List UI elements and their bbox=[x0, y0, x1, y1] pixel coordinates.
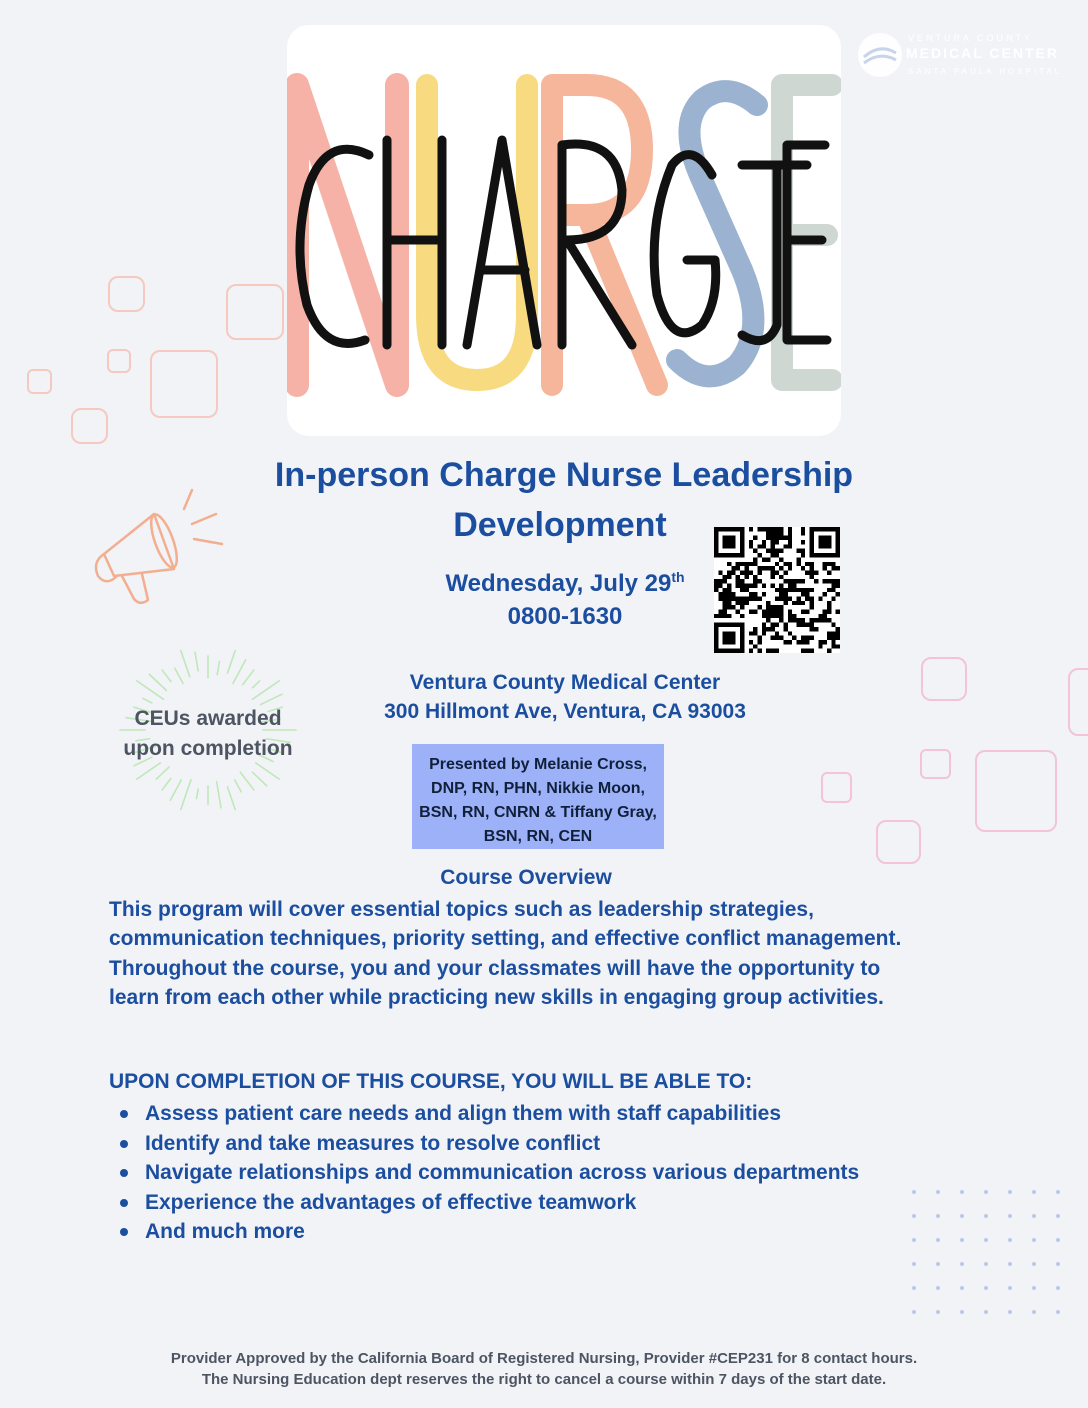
event-time: 0800-1630 bbox=[507, 603, 623, 630]
decor-square bbox=[821, 772, 852, 803]
page-title: In-person Charge Nurse Leadership bbox=[274, 456, 854, 494]
decor-dot bbox=[960, 1310, 964, 1314]
burst-ray bbox=[233, 660, 246, 684]
burst-ray bbox=[197, 789, 199, 798]
decor-dot bbox=[1032, 1190, 1036, 1194]
decor-square bbox=[226, 284, 284, 340]
decor-dot bbox=[912, 1310, 916, 1314]
burst-ray bbox=[137, 763, 160, 779]
burst-ray bbox=[217, 662, 219, 675]
footer-disclaimer: The Nursing Education dept reserves the right to cancel a course within 7 days of the start date. bbox=[201, 1371, 887, 1388]
list-item-text: Experience the advantages of effective teamwork bbox=[145, 1190, 637, 1214]
decor-dot bbox=[960, 1190, 964, 1194]
ceu-line1: CEUs awarded bbox=[134, 707, 282, 730]
bullet-icon bbox=[120, 1110, 128, 1118]
qr-code-icon[interactable] bbox=[714, 527, 840, 653]
burst-ray bbox=[149, 674, 166, 690]
presenters-box: Presented by Melanie Cross, DNP, RN, PHN, Nikkie Moon, BSN, RN, CNRN & Tiffany Gray, BSN, RN, CEN bbox=[412, 744, 664, 849]
burst-ray bbox=[261, 694, 282, 704]
decor-dot bbox=[1032, 1262, 1036, 1266]
decor-dot bbox=[1008, 1262, 1012, 1266]
footer-approval: Provider Approved by the California Board of Registered Nursing, Provider #CEP231 for 8 contact hours. bbox=[170, 1350, 918, 1367]
burst-ray bbox=[170, 780, 181, 800]
list-item bbox=[118, 1217, 938, 1247]
decor-dot bbox=[1008, 1214, 1012, 1218]
decor-dot bbox=[984, 1262, 988, 1266]
burst-ray bbox=[240, 772, 254, 790]
venue-name: Ventura County Medical Center bbox=[409, 671, 721, 694]
burst-ray bbox=[227, 787, 235, 810]
decor-dot bbox=[936, 1286, 940, 1290]
decor-dot bbox=[1008, 1238, 1012, 1242]
decor-dot bbox=[1032, 1286, 1036, 1290]
list-item-text: And much more bbox=[145, 1220, 305, 1243]
decor-dot bbox=[912, 1286, 916, 1290]
decor-dot bbox=[960, 1286, 964, 1290]
bullet-icon bbox=[120, 1140, 128, 1148]
overview-text: This program will cover essential topics such as leadership strategies, communication techniques, priority setting, and effective conflict management. Throughout the course, you and your classmates will have the opportunity to learn from each other while practicing new skills in engaging group activities. bbox=[109, 898, 902, 1010]
burst-ray bbox=[195, 652, 198, 671]
hospital-logo-line3: SANTA PAULA HOSPITAL bbox=[908, 67, 1063, 76]
decor-square bbox=[921, 657, 967, 701]
decor-square bbox=[876, 820, 921, 864]
burst-ray bbox=[175, 668, 183, 683]
venue bbox=[330, 668, 800, 726]
burst-ray bbox=[235, 780, 241, 792]
burst-ray bbox=[181, 780, 191, 810]
hospital-logo bbox=[858, 33, 1078, 83]
decor-dot bbox=[1032, 1310, 1036, 1314]
burst-ray bbox=[227, 650, 235, 673]
burst-ray bbox=[181, 650, 190, 676]
burst-ray bbox=[217, 782, 221, 808]
ceu-badge bbox=[108, 704, 308, 764]
list-item bbox=[118, 1099, 938, 1129]
charge-nurse-logo bbox=[287, 25, 841, 436]
decor-square bbox=[27, 369, 52, 394]
list-item bbox=[118, 1129, 938, 1159]
event-date bbox=[380, 569, 750, 598]
list-item bbox=[118, 1158, 938, 1188]
burst-ray bbox=[156, 767, 169, 779]
decor-dot bbox=[984, 1238, 988, 1242]
decor-square bbox=[150, 350, 218, 418]
bullet-icon bbox=[120, 1199, 128, 1207]
decor-square bbox=[920, 749, 951, 779]
burst-ray bbox=[253, 681, 260, 688]
decor-dot bbox=[912, 1262, 916, 1266]
decor-dot bbox=[1032, 1238, 1036, 1242]
list-item-text: Identify and take measures to resolve conflict bbox=[145, 1131, 601, 1155]
burst-ray bbox=[162, 778, 171, 790]
objectives-heading: UPON COMPLETION OF THIS COURSE, YOU WILL BE ABLE TO: bbox=[109, 1070, 753, 1093]
decor-dot bbox=[984, 1286, 988, 1290]
ceu-line2: upon completion bbox=[123, 737, 293, 760]
overview-heading: Course Overview bbox=[440, 866, 612, 889]
decor-dot bbox=[1032, 1214, 1036, 1218]
decor-dot bbox=[960, 1238, 964, 1242]
decor-square bbox=[108, 276, 145, 312]
decor-dot bbox=[1056, 1262, 1060, 1266]
decor-dot bbox=[984, 1190, 988, 1194]
decor-square bbox=[107, 349, 131, 373]
venue-address: 300 Hillmont Ave, Ventura, CA 93003 bbox=[384, 700, 746, 723]
burst-ray bbox=[143, 699, 152, 703]
hospital-logo-icon bbox=[858, 33, 902, 77]
burst-ray bbox=[243, 670, 254, 685]
decor-dot bbox=[1056, 1310, 1060, 1314]
decor-dot bbox=[1008, 1286, 1012, 1290]
decor-dot bbox=[936, 1310, 940, 1314]
list-item-text: Assess patient care needs and align them with staff capabilities bbox=[145, 1102, 782, 1125]
decor-square bbox=[975, 750, 1057, 832]
decor-dot bbox=[1056, 1190, 1060, 1194]
megaphone-icon bbox=[84, 484, 229, 609]
decor-dot bbox=[984, 1310, 988, 1314]
event-date-suffix: th bbox=[671, 569, 685, 585]
decor-dot bbox=[984, 1214, 988, 1218]
bullet-icon bbox=[120, 1169, 128, 1177]
decor-dot bbox=[1008, 1190, 1012, 1194]
decor-square bbox=[1068, 668, 1088, 736]
decor-dot bbox=[936, 1262, 940, 1266]
bullet-icon bbox=[120, 1228, 128, 1236]
burst-ray bbox=[162, 670, 171, 682]
list-item bbox=[118, 1188, 938, 1218]
decor-dot bbox=[1056, 1238, 1060, 1242]
decor-dot bbox=[1056, 1286, 1060, 1290]
decor-square bbox=[71, 408, 108, 444]
decor-dot bbox=[960, 1262, 964, 1266]
hospital-logo-line1: VENTURA COUNTY bbox=[908, 33, 1034, 43]
page-title-line2: Development bbox=[453, 506, 667, 544]
objectives-list bbox=[118, 1099, 938, 1247]
hospital-logo-line2: MEDICAL CENTER bbox=[906, 45, 1059, 61]
burst-ray bbox=[256, 763, 279, 779]
burst-ray bbox=[253, 772, 267, 785]
list-item-text: Navigate relationships and communication across various departments bbox=[145, 1161, 860, 1184]
event-date-text: Wednesday, July 29 bbox=[445, 570, 672, 597]
decor-dot bbox=[1056, 1214, 1060, 1218]
decor-dot bbox=[960, 1214, 964, 1218]
decor-dot bbox=[1008, 1310, 1012, 1314]
